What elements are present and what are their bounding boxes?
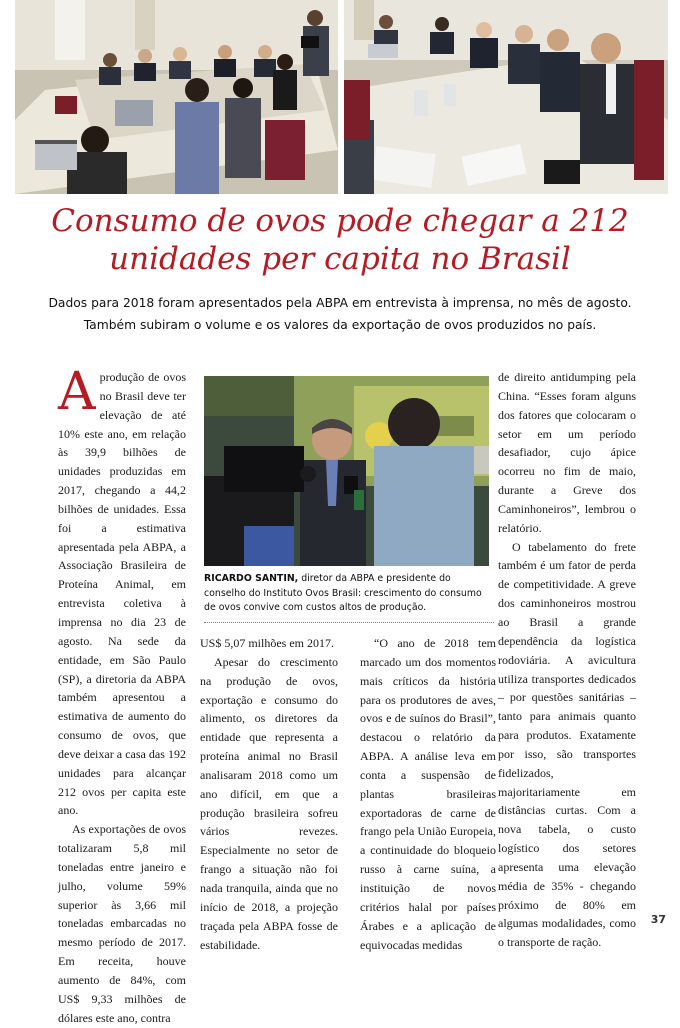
paragraph: Apesar do crescimento na produção de ovos, exportação e consumo do alimento, os diretores da entidade que representa a proteína animal no Brasil analisaram 2018 como um ano difícil, em que a produção brasileira sofreu vários revezes. Especialmente no setor de frango a situação não foi nada tranquila, ainda que no início de 2018, a projeção traçada pela ABPA fosse de estabilidade. (200, 654, 338, 952)
title-line-1: Consumo de ovos pode chegar a 212 (51, 203, 629, 239)
subtitle-line-2: Também subiram o volume e os valores da exportação de ovos produzidos no país. (83, 318, 597, 332)
title-line-2: unidades per capita no Brasil (109, 241, 571, 277)
caption-divider (204, 622, 494, 623)
meeting-photo-right (344, 0, 668, 194)
caption-name: RICARDO SANTIN, (204, 573, 299, 584)
paragraph: US$ 5,07 milhões em 2017. (200, 636, 334, 650)
article-subtitle (30, 292, 650, 336)
article-title (20, 202, 660, 278)
subtitle-line-1: Dados para 2018 foram apresentados pela ABPA em entrevista à imprensa, no mês de agosto. (48, 296, 632, 310)
drop-cap: A (58, 362, 96, 422)
paragraph: de direito antidumping pela China. “Esses foram alguns dos fatores que colocaram o setor em um período desafiador, cujo ápice ocorreu no fim de maio, durante a Greve dos Caminhoneiros”, lembrou o relatório. (498, 370, 636, 535)
meeting-photo-left (15, 0, 338, 194)
paragraph-text: produção de ovos no Brasil deve ter elevação de até 10% este ano, em relação às 39,9 bilhões de unidades produzidas em 2017, chegando a 44,2 bilhões de unidades. Essa foi a estimativa apresentada pela ABPA, a Associação Brasileira de Proteína Animal, em entrevista coletiva à imprensa no dia 23 de agosto. Na sede da entidade, em São Paulo (SP), a diretoria da ABPA também apresentou a estimativa de aumento do consumo de ovos, que deve deixar a casa das 192 unidades para alcançar 212 ovos per capita este ano. (58, 370, 186, 818)
photo-caption (204, 572, 494, 616)
paragraph: O tabelamento do frete também é um fator de perda de competitividade. A greve dos caminhoneiros mostrou ao Brasil a grande dependência da logística rodoviária. A avicultura utiliza transportes dedicados – por questões sanitárias – tanto para animais quanto para produtos. Exatamente por isso, são transportes fidelizados, majoritariamente em distâncias curtas. Com a nova tabela, o custo logístico dos setores apresenta uma elevação média de 35% - chegando próximo de 80% em algumas modalidades, como o transporte de ração. (498, 539, 636, 950)
paragraph: As exportações de ovos totalizaram 5,8 mil toneladas entre janeiro e julho, volume 59% superior às 3,66 mil toneladas embarcadas no mesmo período de 2017. Em receita, houve aumento de 84%, com US$ 9,33 milhões de dólares este ano, contra (58, 822, 186, 1025)
paragraph (58, 362, 186, 820)
paragraph: “O ano de 2018 tem marcado um dos momentos mais críticos da história para os produtores de aves, ovos e de suínos do Brasil”, destacou o relatório da ABPA. A análise leva em conta a suspensão de plantas brasileiras exportadoras de carne de frango pela União Europeia, a continuidade do bloqueio russo à carne suína, a instituição de novos critérios halal por países Árabes e a aplicação de equivocadas medidas (360, 636, 496, 952)
text-column-1 (58, 362, 186, 1028)
text-column-3 (360, 634, 496, 954)
text-column-2 (200, 634, 338, 954)
caption-text: diretor da ABPA e presidente do conselho do Instituto Ovos Brasil: crescimento do consumo de ovos convive com custos altos de produção. (204, 573, 482, 613)
page-number: 37 (650, 913, 666, 926)
text-column-4 (498, 368, 636, 952)
interview-photo (204, 376, 489, 566)
